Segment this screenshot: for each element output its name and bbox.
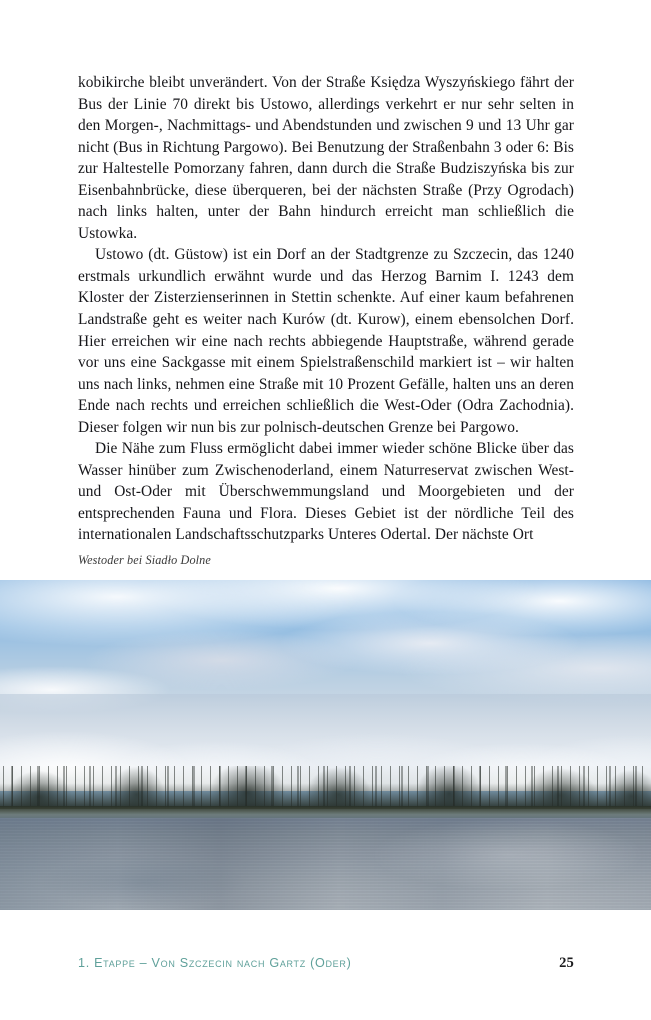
photo-sky-region (0, 580, 651, 791)
photo-water-region (0, 818, 651, 910)
photo-treeline-region (0, 766, 651, 809)
body-text-block (78, 72, 574, 546)
paragraph: Ustowo (dt. Güstow) ist ein Dorf an der Stadtgrenze zu Szczecin, das 1240 erstmals urkundlich erwähnt wurde und das Herzog Barnim I. 1243 dem Kloster der Zisterzienserinnen in Stettin schenkte. Auf einer kaum befahrenen Landstraße geht es weiter nach Kurów (dt. Kurow), einem ebensolchen Dorf. Hier erreichen wir eine nach rechts abbiegende Hauptstraße, während gerade vor uns eine Sackgasse mit einem Spielstraßenschild markiert ist – wir halten uns nach links, nehmen eine Straße mit 10 Prozent Gefälle, halten uns an deren Ende nach rechts und erreichen schließlich die West-Oder (Odra Zachodnia). Dieser folgen wir nun bis zur polnisch-deutschen Grenze bei Pargowo. (78, 246, 574, 436)
paragraph: kobikirche bleibt unverändert. Von der Straße Księdza Wyszyńskiego fährt der Bus der Linie 70 direkt bis Ustowo, allerdings verkehrt er nur sehr selten in den Morgen-, Nachmittags- und Abendstunden und zwischen 9 und 13 Uhr gar nicht (Bus in Richtung Pargowo). Bei Benutzung der Straßenbahn 3 oder 6: Bis zur Haltestelle Pomorzany fahren, dann durch die Straße Budziszyńska bis zur Eisenbahnbrücke, diese überqueren, bei der nächsten Straße (Przy Ogrodach) nach links halten, unter der Bahn hindurch erreicht man schließlich die Ustowka. (78, 74, 574, 242)
page-footer (78, 955, 574, 972)
figure-caption: Westoder bei Siadło Dolne (78, 553, 211, 567)
running-title: 1. Etappe – Von Szczecin nach Gartz (Oder) (78, 956, 352, 970)
photograph-westoder (0, 580, 651, 910)
paragraph: Die Nähe zum Fluss ermöglicht dabei immer wieder schöne Blicke über das Wasser hinüber zum Zwischenoderland, einem Naturreservat zwischen West- und Ost-Oder mit Überschwemmungsland und Moorgebieten und der entsprechenden Fauna und Flora. Dieses Gebiet ist der nördliche Teil des internationalen Landschaftsschutzparks Unteres Odertal. Der nächste Ort (78, 440, 574, 544)
page-number: 25 (559, 955, 574, 971)
